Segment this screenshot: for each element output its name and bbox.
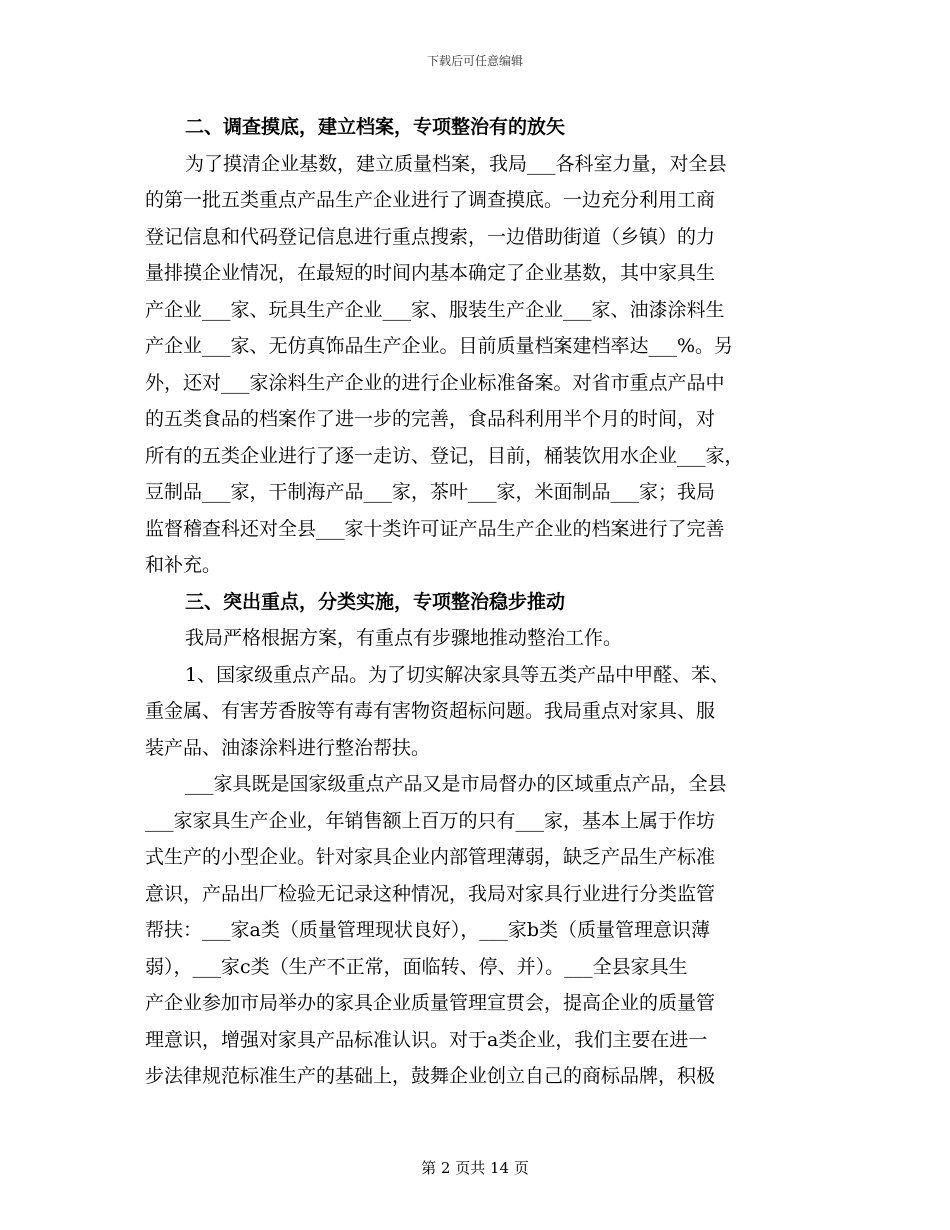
section-heading: 二、调查摸底，建立档案，专项整治有的放矢 <box>185 116 566 138</box>
paragraph-line: 产企业参加市局举办的家具企业质量管理宣贯会，提高企业的质量管 <box>145 992 716 1014</box>
paragraph-line: 和补充。 <box>145 554 222 576</box>
paragraph-line: 装产品、油漆涂料进行整治帮扶。 <box>145 736 431 759</box>
paragraph-line: ___家具既是国家级重点产品又是市局督办的区域重点产品，全县 <box>185 773 727 795</box>
page-header: 下载后可任意编辑 <box>426 54 523 68</box>
paragraph-line: 1、国家级重点产品。为了切实解决家具等五类产品中甲醛、苯、 <box>185 663 730 686</box>
paragraph-line: 我局严格根据方案，有重点有步骤地推动整治工作。 <box>185 627 623 649</box>
paragraph-line: 所有的五类企业进行了逐一走访、登记，目前，桶装饮用水企业___家， <box>145 444 744 467</box>
paragraph-line: 外，还对___家涂料生产企业的进行企业标准备案。对省市重点产品中 <box>145 371 725 394</box>
paragraph-line: 步法律规范标准生产的基础上，鼓舞企业创立自己的商标品牌，积极 <box>145 1065 716 1087</box>
paragraph-line: 豆制品___家，干制海产品___家，茶叶___家，米面制品___家；我局 <box>145 481 716 503</box>
paragraph-line: 监督稽查科还对全县___家十类许可证产品生产企业的档案进行了完善 <box>145 517 725 540</box>
document-body <box>145 109 810 1095</box>
paragraph-line: 产企业___家、无仿真饰品生产企业。目前质量档案建档率达___%。另 <box>145 335 734 357</box>
paragraph-line: 弱），___家c类（生产不正常，面临转、停、并）。___全县家具生 <box>145 955 688 978</box>
paragraph-line: 帮扶：___家a类（质量管理现状良好），___家b类（质量管理意识薄 <box>145 919 710 941</box>
paragraph-line: 式生产的小型企业。针对家具企业内部管理薄弱，缺乏产品生产标准 <box>145 846 716 868</box>
paragraph-line: ___家家具生产企业，年销售额上百万的只有___家，基本上属于作坊 <box>145 809 716 832</box>
paragraph-line: 理意识，增强对家具产品标准认识。对于a类企业，我们主要在进一 <box>145 1028 708 1051</box>
paragraph-line: 的五类食品的档案作了进一步的完善，食品科利用半个月的时间，对 <box>145 408 716 430</box>
paragraph-line: 为了摸清企业基数，建立质量档案，我局___各科室力量，对全县 <box>185 152 727 175</box>
section-heading: 三、突出重点，分类实施，专项整治稳步推动 <box>185 590 566 613</box>
paragraph-line: 的第一批五类重点产品生产企业进行了调查摸底。一边充分利用工商 <box>145 189 716 211</box>
paragraph-line: 登记信息和代码登记信息进行重点搜索，一边借助街道（乡镇）的力 <box>145 225 716 248</box>
paragraph-line: 产企业___家、玩具生产企业___家、服装生产企业___家、油漆涂料生 <box>145 298 725 321</box>
paragraph-line: 量排摸企业情况，在最短的时间内基本确定了企业基数，其中家具生 <box>145 262 716 284</box>
paragraph-line: 重金属、有害芳香胺等有毒有害物资超标问题。我局重点对家具、服 <box>145 700 716 722</box>
paragraph-line: 意识，产品出厂检验无记录这种情况，我局对家具行业进行分类监管 <box>145 882 716 905</box>
page-footer: 第 2 页共 14 页 <box>421 1159 529 1177</box>
